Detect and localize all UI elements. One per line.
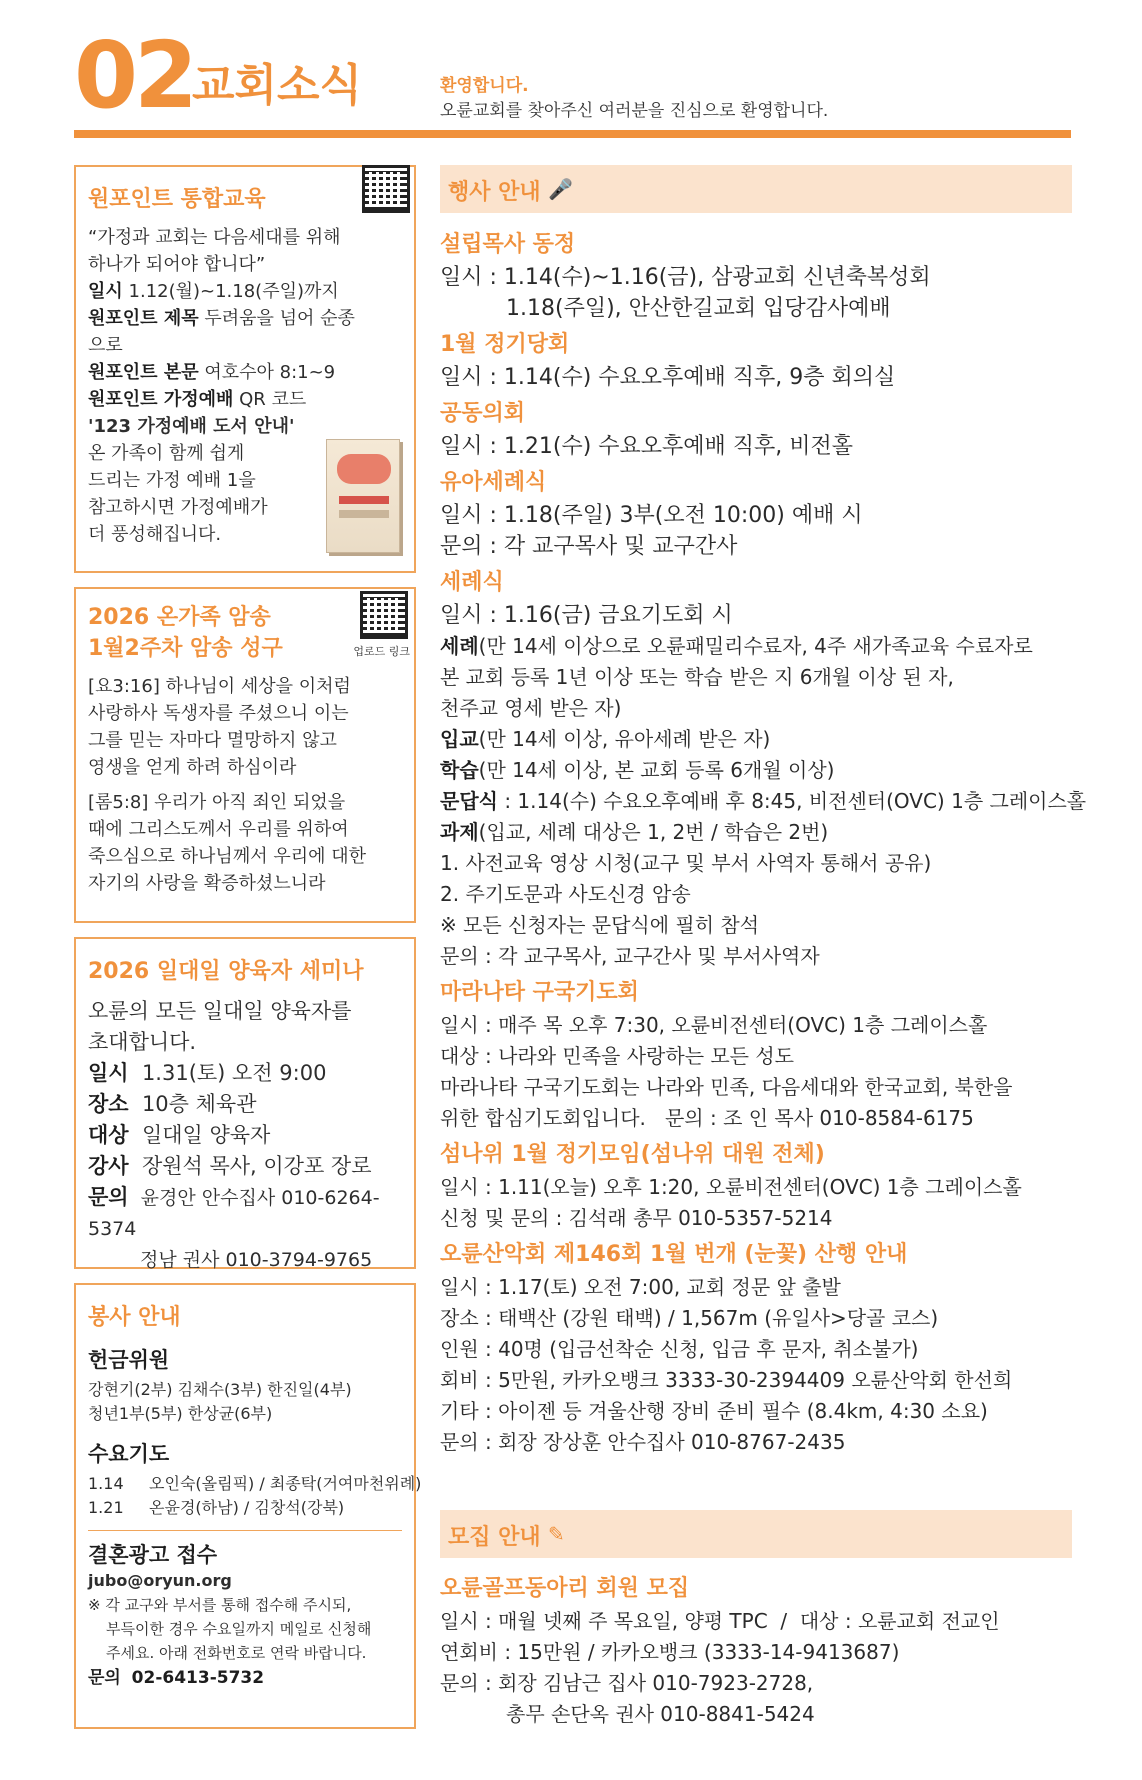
event-line: 일시 : 1.17(토) 오전 7:00, 교회 정문 앞 출발 — [440, 1275, 841, 1299]
recruit-section-bar — [440, 1510, 1072, 1558]
value: 1.12(월)~1.18(주일)까지 — [128, 280, 339, 302]
verse-line: 영생을 얻게 하려 하심이라 — [88, 756, 297, 778]
recruit-line: 연회비 : 15만원 / 카카오뱅크 (3333-14-9413687) — [440, 1640, 900, 1664]
event-line: 일시 : 1.18(주일) 3부(오전 10:00) 예배 시 — [440, 503, 863, 528]
recruit-line: 일시 : 매월 넷째 주 목요일, 양평 TPC / 대상 : 오륜교회 전교인 — [440, 1609, 1000, 1633]
verse-line: [요3:16] 하나님이 세상을 이처럼 — [88, 675, 351, 697]
offering-list: 강현기(2부) 김채수(3부) 한진일(4부) — [88, 1379, 352, 1399]
book-label: '123 가정예배 도서 안내' — [88, 415, 295, 437]
event-line: (만 14세 이상, 유아세례 받은 자) — [478, 727, 771, 751]
onepoint-title: 원포인트 통합교육 — [88, 187, 266, 212]
label: 원포인트 제목 — [88, 307, 199, 329]
label: 원포인트 본문 — [88, 361, 199, 383]
seminar-title: 2026 일대일 양육자 세미나 — [88, 959, 364, 984]
welcome-text: 오륜교회를 찾아주신 여러분을 진심으로 환영합니다. — [440, 101, 829, 121]
event-line: 1. 사전교육 영상 시청(교구 및 부서 사역자 통해서 공유) — [440, 851, 932, 875]
event-line: ※ 모든 신청자는 문답식에 필히 참석 — [440, 913, 760, 937]
divider — [88, 1530, 402, 1531]
verse-line: 사랑하사 독생자를 주셨으니 이는 — [88, 702, 349, 724]
event-line: 1.18(주일), 안산한길교회 입당감사예배 — [506, 296, 891, 321]
value: 윤경안 안수집사 010-6264-5374 — [88, 1186, 380, 1240]
event-line: 위한 합심기도회입니다. 문의 : 조 인 목사 010-8584-6175 — [440, 1106, 974, 1130]
value: 정남 권사 010-3794-9765 — [140, 1248, 373, 1271]
event-line: 일시 : 1.14(수) 수요오후예배 직후, 9층 회의실 — [440, 365, 896, 390]
value: QR 코드 — [239, 388, 307, 410]
event-title: 오륜산악회 제146회 1월 번개 (눈꽃) 산행 안내 — [440, 1242, 908, 1267]
event-line: : 1.14(수) 수요오후예배 후 8:45, 비전센터(OVC) 1층 그레이스홀 — [497, 789, 1087, 813]
memorize-title: 2026 온가족 암송 — [88, 605, 271, 630]
event-line: 본 교회 등록 1년 이상 또는 학습 받은 지 6개월 이상 된 자, — [440, 665, 954, 689]
onepoint-quote: 하나가 되어야 합니다” — [88, 253, 266, 275]
event-title: 섬나위 1월 정기모임(섬나위 대원 전체) — [440, 1142, 825, 1167]
qr-code-icon[interactable] — [362, 165, 410, 213]
event-line: (만 14세 이상으로 오륜패밀리수료자, 4주 새가족교육 수료자로 — [478, 634, 1033, 658]
memorize-subtitle: 1월2주차 암송 성구 — [88, 635, 283, 661]
event-line: (입교, 세례 대상은 1, 2번 / 학습은 2번) — [478, 820, 829, 844]
edit-icon: ✎ — [548, 1522, 565, 1546]
header-divider — [74, 130, 1071, 138]
wedding-email[interactable]: jubo@oryun.org — [88, 1570, 232, 1590]
value: 1.31(토) 오전 9:00 — [141, 1060, 327, 1085]
value: 02-6413-5732 — [131, 1667, 265, 1688]
onepoint-quote: “가정과 교회는 다음세대를 위해 — [88, 226, 341, 248]
wed-prayer-list: 1.14 오인숙(올림픽) / 최종탁(거여마천위례) — [88, 1473, 422, 1493]
label: 장소 — [88, 1091, 129, 1116]
verse-line: 때에 그리스도께서 우리를 위하여 — [88, 818, 349, 840]
wedding-note: 부득이한 경우 수요일까지 메일로 신청해 — [106, 1619, 372, 1638]
events-section-title: 행사 안내 — [448, 180, 541, 205]
book-text: 드리는 가정 예배 1을 — [88, 469, 256, 491]
recruit-line: 총무 손단옥 권사 010-8841-5424 — [506, 1702, 815, 1726]
event-line: 회비 : 5만원, 카카오뱅크 3333-30-2394409 오륜산악회 한선희 — [440, 1368, 1013, 1392]
label: 문의 — [88, 1184, 129, 1209]
verse-line: [롬5:8] 우리가 아직 죄인 되었을 — [88, 791, 346, 813]
event-line: 인원 : 40명 (입금선착순 신청, 입금 후 문자, 취소불가) — [440, 1337, 919, 1361]
page-number: 02 — [74, 22, 195, 129]
memorize-box — [74, 587, 416, 923]
verse-line: 자기의 사랑을 확증하셨느니라 — [88, 872, 326, 894]
book-text: 참고하시면 가정예배가 — [88, 496, 268, 518]
event-line: 기타 : 아이젠 등 겨울산행 장비 준비 필수 (8.4km, 4:30 소요) — [440, 1399, 988, 1423]
wedding-note: 주세요. 아래 전화번호로 연락 바랍니다. — [106, 1643, 367, 1662]
welcome-heading: 환영합니다. — [440, 76, 529, 96]
onepoint-box — [74, 165, 416, 573]
recruit-list — [440, 1572, 1080, 1730]
label: 일시 — [88, 280, 123, 302]
event-line: 일시 : 1.21(수) 수요오후예배 직후, 비전홀 — [440, 434, 854, 459]
event-line: 문의 : 각 교구목사 및 교구간사 — [440, 534, 738, 559]
event-title: 유아세례식 — [440, 470, 547, 495]
events-list — [440, 228, 1087, 1458]
label: 대상 — [88, 1122, 129, 1147]
qr-caption: 업로드 링크 — [353, 645, 410, 658]
offering-list: 청년1부(5부) 한상균(6부) — [88, 1403, 273, 1423]
event-line: 신청 및 문의 : 김석래 총무 010-5357-5214 — [440, 1206, 833, 1230]
value: 두려움을 넘어 순종 — [204, 307, 355, 329]
service-title: 봉사 안내 — [88, 1305, 181, 1330]
wed-prayer-title: 수요기도 — [88, 1441, 170, 1466]
events-section-bar — [440, 165, 1072, 213]
label: 세례 — [440, 634, 479, 658]
verse-line: 죽으심으로 하나님께서 우리에 대한 — [88, 845, 366, 867]
event-title: 설립목사 동정 — [440, 232, 576, 257]
label: 학습 — [440, 758, 479, 782]
event-line: 마라나타 구국기도회는 나라와 민족, 다음세대와 한국교회, 북한을 — [440, 1075, 1013, 1099]
event-line: 일시 : 1.14(수)~1.16(금), 삼광교회 신년축복성회 — [440, 265, 931, 290]
service-box — [74, 1283, 422, 1729]
book-cover-image — [326, 439, 400, 553]
recruit-line: 문의 : 회장 김남근 집사 010-7923-2728, — [440, 1671, 814, 1695]
wed-prayer-list: 1.21 온윤경(하남) / 김창석(강북) — [88, 1497, 345, 1517]
value: 10층 체육관 — [141, 1091, 257, 1116]
value: 일대일 양육자 — [141, 1122, 271, 1147]
verse-line: 그를 믿는 자마다 멸망하지 않고 — [88, 729, 337, 751]
value: 으로 — [88, 334, 123, 356]
label: 강사 — [88, 1153, 129, 1178]
label: 원포인트 가정예배 — [88, 388, 234, 410]
seminar-intro: 초대합니다. — [88, 1029, 197, 1054]
label: 입교 — [440, 727, 479, 751]
event-line: 문의 : 각 교구목사, 교구간사 및 부서사역자 — [440, 944, 820, 968]
label: 문의 — [88, 1667, 121, 1688]
qr-code-icon[interactable] — [360, 591, 408, 639]
label: 문답식 — [440, 789, 498, 813]
event-line: 장소 : 태백산 (강원 태백) / 1,567m (유일사>당골 코스) — [440, 1306, 939, 1330]
event-line: (만 14세 이상, 본 교회 등록 6개월 이상) — [478, 758, 835, 782]
event-line: 2. 주기도문과 사도신경 암송 — [440, 882, 691, 906]
book-text: 온 가족이 함께 쉽게 — [88, 442, 245, 464]
event-line: 일시 : 매주 목 오후 7:30, 오륜비전센터(OVC) 1층 그레이스홀 — [440, 1013, 988, 1037]
event-line: 일시 : 1.16(금) 금요기도회 시 — [440, 603, 733, 628]
book-text: 더 풍성해집니다. — [88, 523, 222, 545]
event-title: 마라나타 구국기도회 — [440, 980, 639, 1005]
event-title: 1월 정기당회 — [440, 332, 570, 357]
offering-title: 헌금위원 — [88, 1347, 170, 1372]
event-line: 일시 : 1.11(오늘) 오후 1:20, 오륜비전센터(OVC) 1층 그레이스홀 — [440, 1175, 1022, 1199]
event-title: 세례식 — [440, 570, 504, 595]
event-line: 문의 : 회장 장상훈 안수집사 010-8767-2435 — [440, 1430, 846, 1454]
seminar-box — [74, 937, 416, 1269]
label: 일시 — [88, 1060, 129, 1085]
recruit-section-title: 모집 안내 — [448, 1525, 541, 1550]
page-title: 교회소식 — [192, 60, 363, 111]
recruit-title: 오륜골프동아리 회원 모집 — [440, 1576, 690, 1601]
value: 장원석 목사, 이강포 장로 — [141, 1153, 372, 1178]
wedding-note: ※ 각 교구와 부서를 통해 접수해 주시되, — [88, 1595, 352, 1614]
event-line: 대상 : 나라와 민족을 사랑하는 모든 성도 — [440, 1044, 795, 1068]
microphone-icon: 🎤 — [548, 177, 573, 201]
wedding-title: 결혼광고 접수 — [88, 1542, 218, 1567]
seminar-intro: 오륜의 모든 일대일 양육자를 — [88, 998, 352, 1023]
event-line: 천주교 영세 받은 자) — [440, 696, 622, 720]
label: 과제 — [440, 820, 479, 844]
value: 여호수아 8:1~9 — [204, 361, 336, 383]
event-title: 공동의회 — [440, 401, 526, 426]
